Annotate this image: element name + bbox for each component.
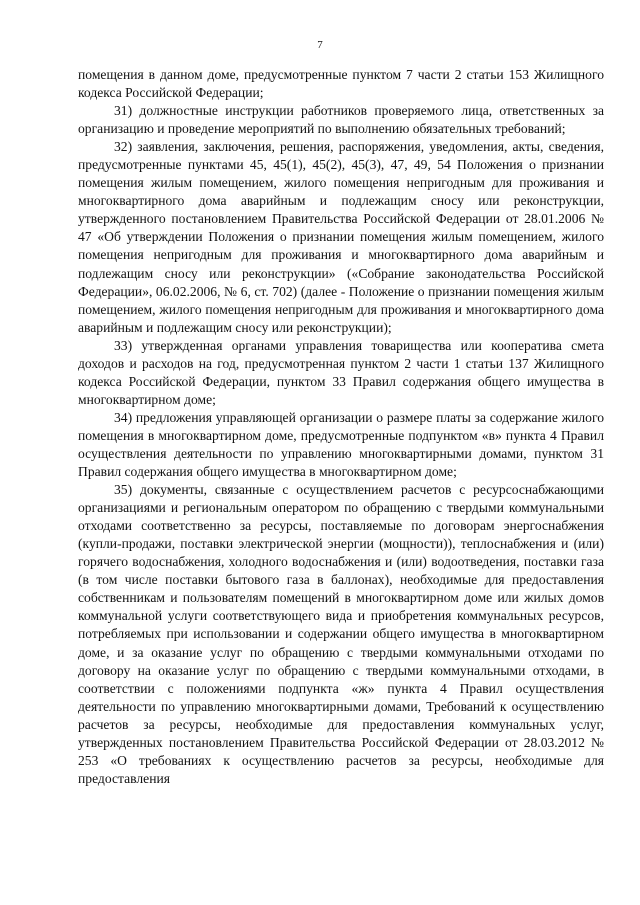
- page-number: 7: [317, 39, 323, 51]
- paragraph-item-34: 34) предложения управляющей организации о размере платы за содержание жилого помещения в многоквартирном доме, предусмотренные подпунктом «в» пункта 4 Правил осуществления деятельности по управлению многоквартирными домами, пунктом 31 Правил содержания общего имущества в многоквартирном доме;: [78, 409, 604, 480]
- paragraph-item-31: 31) должностные инструкции работников проверяемого лица, ответственных за организацию и проведение мероприятий по выполнению обязательных требований;: [78, 103, 604, 137]
- paragraph-item-33: 33) утвержденная органами управления товарищества или кооператива смета доходов и расходов на год, предусмотренная пунктом 2 части 1 статьи 137 Жилищного кодекса Российской Федерации, пунктом 33 Правил содержания общего имущества в многоквартирном доме;: [78, 337, 604, 407]
- paragraph-item-32: 32) заявления, заключения, решения, распоряжения, уведомления, акты, сведения, предусмотренные пунктами 45, 45(1), 45(2), 45(3), 47, 49, 54 Положения о признании помещения жилым помещением, жилого помещения непригодным для проживания и многоквартирного дома аварийным и подлежащим сносу или реконструкции, утвержденного постановлением Правительства Российской Федерации от 28.01.2006 № 47 «Об утверждении Положения о признании помещения жилым помещением, жилого помещения непригодным для проживания и многоквартирного дома аварийным и подлежащим сносу или реконструкции» («Собрание законодательства Российской Федерации», 06.02.2006, № 6, ст. 702) (далее - Положение о признании помещения жилым помещением, жилого помещения непригодным для проживания и многоквартирного дома аварийным и подлежащим сносу или реконструкции);: [78, 139, 604, 335]
- paragraph-continuation: помещения в данном доме, предусмотренные пунктом 7 части 2 статьи 153 Жилищного кодекса Российской Федерации;: [78, 67, 604, 101]
- paragraph-item-35: 35) документы, связанные с осуществлением расчетов с ресурсоснабжающими организациями и региональным оператором по обращению с твердыми коммунальными отходами соответственно за ресурсы, поставляемые по договорам энергоснабжения (купли-продажи, поставки электрической энергии (мощности)), теплоснабжения и (или) горячего водоснабжения, холодного водоснабжения и (или) водоотведения, поставки газа (в том числе поставки бытового газа в баллонах), необходимые для предоставления собственникам и пользователям помещений в многоквартирном доме или жилых домов коммунальной услуги соответствующего вида и приобретения коммунальных ресурсов, потребляемых при использовании и содержании общего имущества в многоквартирном доме, и за оказание услуг по обращению с твердыми коммунальными отходами по договору на оказание услуг по обращению с твердыми коммунальными отходами, в соответствии с положениями подпункта «ж» пункта 4 Правил осуществления деятельности по управлению многоквартирными домами, Требований к осуществлению расчетов за ресурсы, необходимые для предоставления коммунальных услуг, утвержденных постановлением Правительства Российской Федерации от 28.03.2012 № 253 «О требованиях к осуществлению расчетов за ресурсы, необходимые для предоставления: [78, 482, 604, 786]
- document-body: [78, 66, 604, 788]
